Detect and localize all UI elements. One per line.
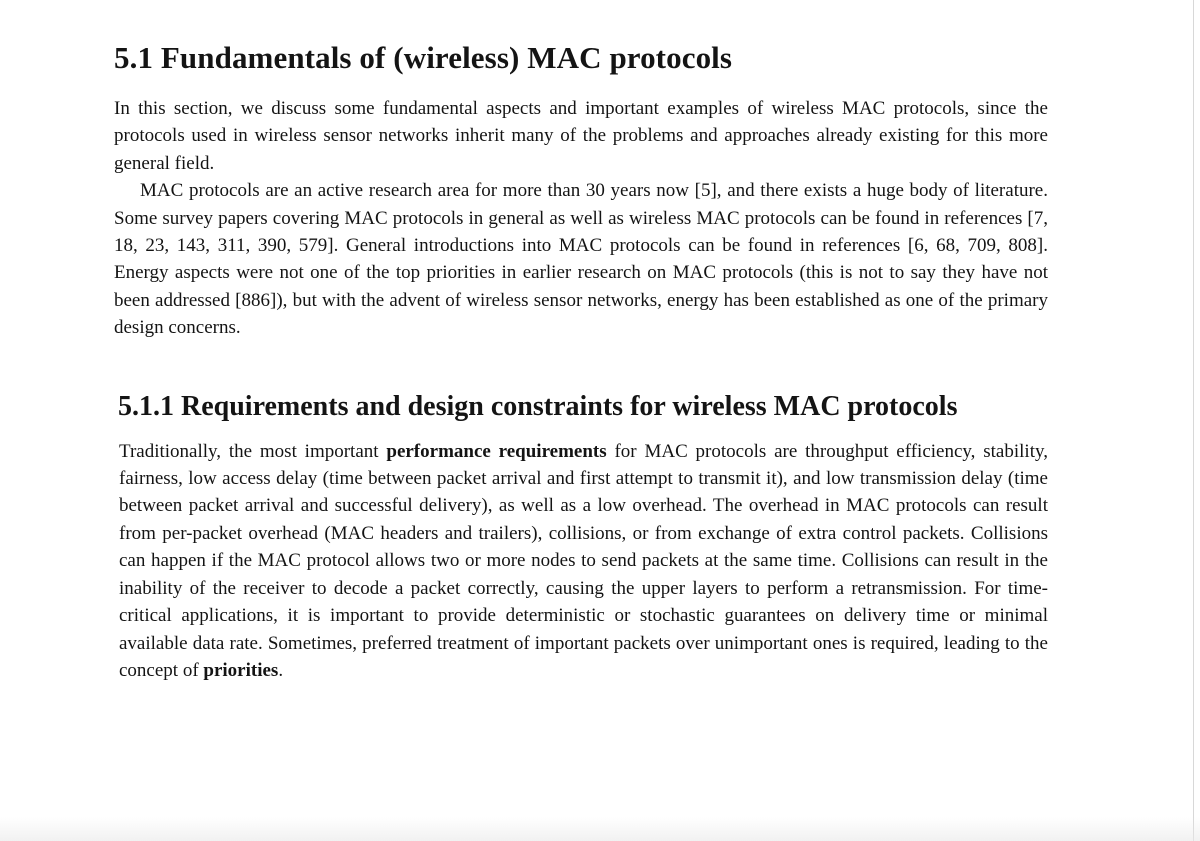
section-title: 5.1 Fundamentals of (wireless) MAC protocols xyxy=(114,40,733,75)
section-paragraph-intro: In this section, we discuss some fundamental aspects and important examples of wireless MAC protocols, since the protocols used in wireless sensor networks inherit many of the problems and approaches already existing for this more general field. xyxy=(114,98,1048,174)
term-priorities: priorities xyxy=(203,659,279,681)
subsection-text-part1: Traditionally, the most important xyxy=(119,440,387,462)
page-bottom-shadow xyxy=(0,817,1200,841)
subsection-title: 5.1.1 Requirements and design constraints for wireless MAC protocols xyxy=(118,390,958,422)
page-edge-line xyxy=(1193,0,1194,841)
subsection-text-part3: . xyxy=(278,659,284,681)
subsection-text-part2: for MAC protocols are throughput efficiency, stability, fairness, low access delay (time between packet arrival and first attempt to transmit it), and low transmission delay (time between packet arrival and successful delivery), as well as a low overhead. The overhead in MAC protocols can result from per-packet overhead (MAC headers and trailers), collisions, or from exchange of extra control packets. Collisions can happen if the MAC protocol allows two or more nodes to send packets at the same time. Collisions can result in the inability of the receiver to decode a packet correctly, causing the upper layers to perform a retransmission. For time-critical applications, it is important to provide deterministic or stochastic guarantees on delivery time or minimal available data rate. Sometimes, preferred treatment of important packets over unimportant ones is required, leading to the concept of xyxy=(119,440,1048,681)
subsection-paragraph xyxy=(119,438,1048,685)
term-performance-requirements: performance requirements xyxy=(386,440,607,462)
section-paragraph-literature: MAC protocols are an active research area for more than 30 years now [5], and there exists a huge body of literature. Some survey papers covering MAC protocols in general as well as wireless MAC protocols can be found in references [7, 18, 23, 143, 311, 390, 579]. General introductions into MAC protocols can be found in references [6, 68, 709, 808]. Energy aspects were not one of the top priorities in earlier research on MAC protocols (this is not to say they have not been addressed [886]), but with the advent of wireless sensor networks, energy has been established as one of the primary design concerns. xyxy=(114,180,1048,339)
page-content xyxy=(114,38,1048,684)
